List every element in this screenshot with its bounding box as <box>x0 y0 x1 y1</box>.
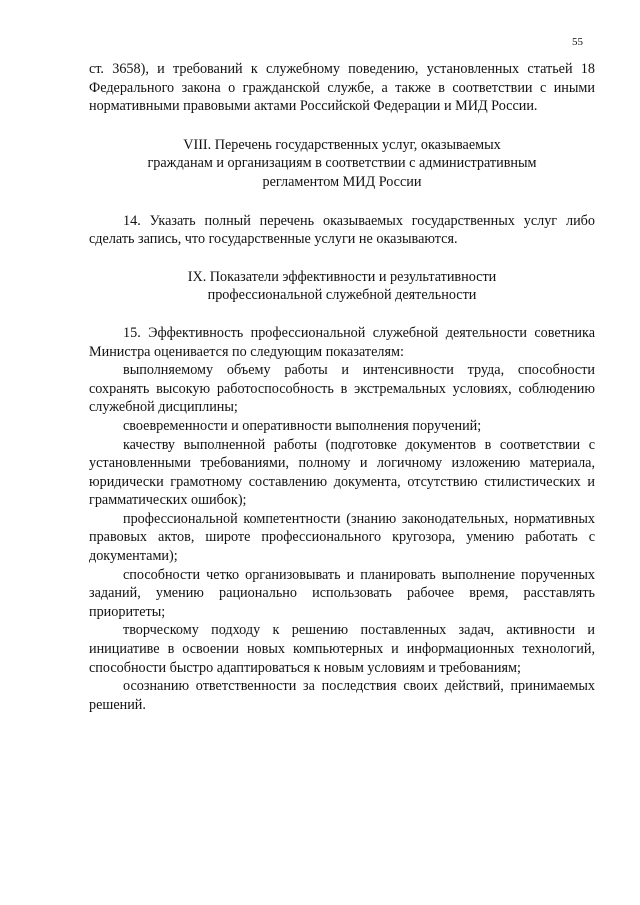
section-8-heading-line: гражданам и организациям в соответствии с административным <box>147 155 537 172</box>
paragraph-14: 14. Указать полный перечень оказываемых государственных услуг либо сделать запись, что государственные услуги не оказываются. <box>89 212 595 248</box>
section-8-heading <box>89 136 595 192</box>
criterion-item: осознанию ответственности за последствия своих действий, принимаемых решений. <box>89 678 595 713</box>
intro-paragraph: ст. 3658), и требований к служебному поведению, установленных статьей 18 Федерального закона о гражданской службе, а также в соответствии с иными нормативными правовыми актами Российской Федерации и МИД России. <box>89 61 595 115</box>
criterion-item: профессиональной компетентности (знанию законодательных, нормативных правовых актов, широте профессионального кругозора, умению работать с документами); <box>89 510 595 565</box>
section-8-heading-line: регламентом МИД России <box>262 173 422 190</box>
paragraph-15: 15. Эффективность профессиональной служебной деятельности советника Министра оценивается по следующим показателям: <box>89 324 595 360</box>
page-number: 55 <box>572 36 583 48</box>
section-9-heading <box>89 268 595 305</box>
criterion-item: творческому подходу к решению поставленных задач, активности и инициативе в освоении новых компьютерных и информационных технологий, способности быстро адаптироваться к новым условиям и требованиям; <box>89 622 595 676</box>
criterion-item: способности четко организовывать и планировать выполнение порученных заданий, умению рационально использовать рабочее время, расставлять приоритеты; <box>89 566 595 620</box>
page-content <box>89 60 595 714</box>
section-9-heading-line: профессиональной служебной деятельности <box>207 287 477 304</box>
criterion-item: качеству выполненной работы (подготовке документов в соответствии с установленными требованиями, полному и логичному изложению материала, юридически грамотному составлению документа, отсутствию стилистических и грамматических ошибок); <box>89 436 595 509</box>
section-8-heading-line: VIII. Перечень государственных услуг, оказываемых <box>183 136 501 153</box>
criterion-item: выполняемому объему работы и интенсивности труда, способности сохранять высокую работоспособность в экстремальных условиях, соблюдению служебной дисциплины; <box>89 362 595 416</box>
criterion-item: своевременности и оперативности выполнения поручений; <box>123 417 482 434</box>
section-9-heading-line: IX. Показатели эффективности и результативности <box>187 268 497 285</box>
